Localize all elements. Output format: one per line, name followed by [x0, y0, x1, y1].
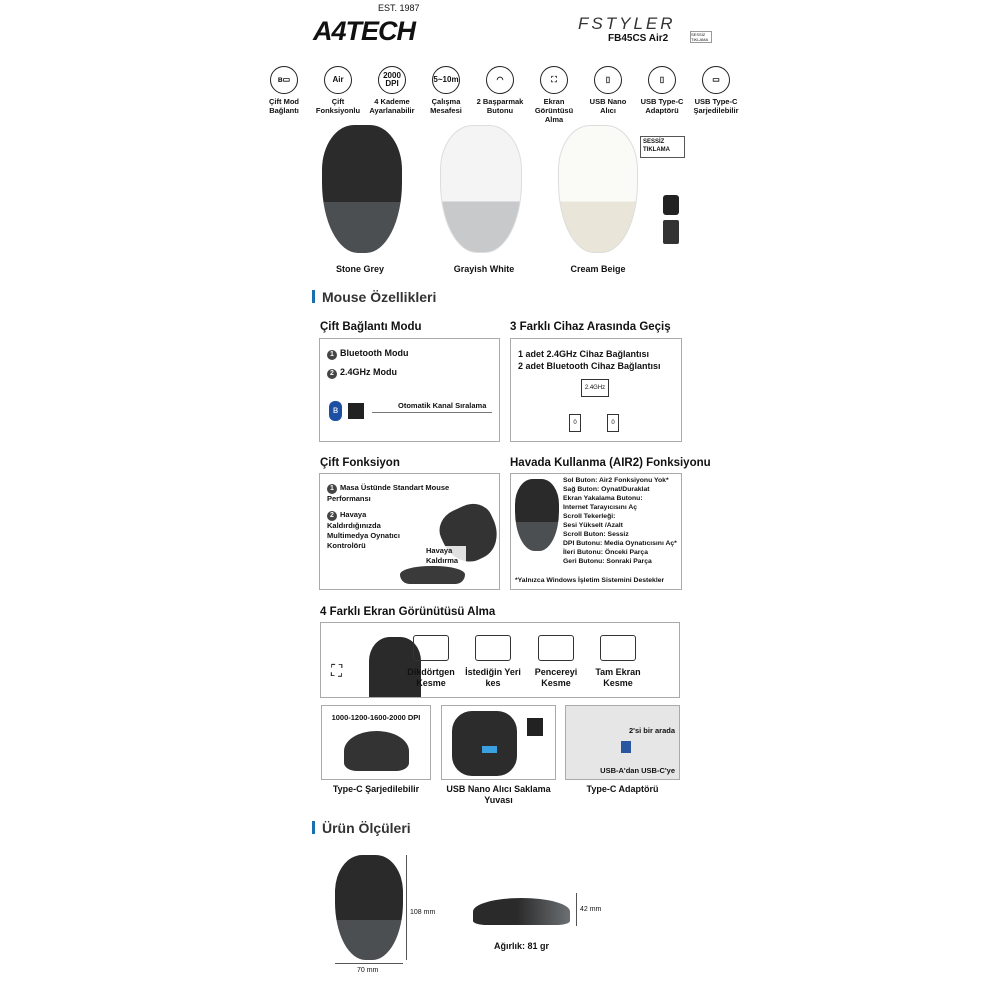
screenshot-mode-label: Pencereyi Kesme — [534, 667, 578, 688]
function-item: Havaya Kaldırdığınızda Multimedya Oynatıcı Kontrolörü — [327, 510, 400, 550]
bluetooth-dongle-icon: ʙ▭ — [270, 66, 298, 94]
air-function-line: Internet Tarayıcısını Aç — [563, 503, 638, 511]
rectangle-crop-icon — [413, 635, 449, 661]
signal-wave-icon — [372, 412, 492, 413]
mouse-dimension-top-image — [335, 855, 403, 960]
section-title: Mouse Özellikleri — [312, 289, 436, 305]
est-label: EST. 1987 — [378, 3, 420, 13]
nano-receiver-image — [663, 220, 679, 244]
freeform-crop-icon — [475, 635, 511, 661]
color-label: Cream Beige — [570, 264, 626, 274]
feature-label: Ekran Görüntüsü Alma — [534, 97, 574, 124]
extra-caption: Type-C Adaptörü — [586, 784, 659, 794]
usb-c-adapter-image — [663, 195, 679, 215]
extra-caption: Type-C Şarjedilebilir — [332, 784, 420, 794]
phone-icon: 0 — [607, 414, 619, 432]
screenshot-icon: ⛶ — [331, 663, 343, 680]
screenshot-mode-label: İstediğin Yeri kes — [465, 667, 521, 688]
window-crop-icon — [538, 635, 574, 661]
air-function-box — [510, 473, 682, 590]
dpi-levels: 1000-1200-1600-2000 DPI — [331, 713, 421, 722]
a4tech-logo: A4TECH — [313, 16, 416, 46]
dual-mode-title: Çift Bağlantı Modu — [320, 321, 422, 333]
air-label: Havaya Kaldırma — [426, 546, 466, 566]
screenshot-icon: ⛶ — [540, 66, 568, 94]
switch-line: 1 adet 2.4GHz Cihaz Bağlantısı — [518, 349, 650, 359]
mouse-stone-grey-image — [322, 125, 402, 253]
screenshot-mode-label: Tam Ekran Kesme — [595, 667, 641, 688]
screenshot-box — [320, 622, 680, 698]
width-label: 70 mm — [357, 967, 379, 974]
silent-click-badge: SESSİZ TIKLAMA — [640, 136, 685, 158]
nano-receiver-image — [527, 718, 543, 736]
charging-box — [321, 705, 431, 780]
air-function-line: DPI Butonu: Media Oynatıcısını Aç* — [563, 539, 677, 547]
usb-c-adapter-icon: ▯ — [648, 66, 676, 94]
receiver-icon — [348, 403, 364, 419]
silent-badge-small: SESSİZ TIKLAMA — [690, 31, 712, 43]
extra-caption: USB Nano Alıcı Saklama Yuvası — [446, 784, 551, 805]
usb-c-port-icon: ▭ — [702, 66, 730, 94]
usb-nano-icon: ▯ — [594, 66, 622, 94]
slot-indicator — [482, 746, 497, 753]
feature-label: Çift Mod Bağlantı — [269, 97, 299, 115]
air-function-title: Havada Kullanma (AIR2) Fonksiyonu — [510, 457, 711, 469]
mouse-dimension-side-image — [473, 898, 570, 925]
screenshot-mode-label: Dikdörtgen Kesme — [407, 667, 455, 688]
function-item: Masa Üstünde Standart Mouse Performansı — [327, 483, 450, 503]
mouse-grayish-white-image — [440, 125, 522, 253]
adapter-image — [621, 741, 631, 753]
length-line — [406, 855, 407, 960]
air-function-line: Sol Buton: Air2 Fonksiyonu Yok* — [563, 477, 669, 484]
dual-function-title: Çift Fonksiyon — [320, 457, 400, 469]
two-in-one-label: 2'si bir arada — [629, 726, 675, 735]
air-function-line: Scroll Tekerleği: — [563, 512, 616, 520]
air-function-line: Sağ Buton: Oynat/Duraklat — [563, 485, 650, 493]
feature-label: Çift Fonksiyonlu — [315, 97, 361, 115]
height-line — [576, 893, 577, 926]
air-function-line: Scroll Buton: Sessiz — [563, 530, 629, 538]
air-hand-icon: Air — [324, 66, 352, 94]
desk-mouse-image — [400, 566, 465, 584]
feature-label: 2 Başparmak Butonu — [476, 97, 524, 115]
air-function-line: Sesi Yükselt /Azalt — [563, 521, 623, 529]
device-switch-title: 3 Farklı Cihaz Arasında Geçiş — [510, 321, 671, 333]
usb-a-to-c-label: USB-A'dan USB-C'ye — [600, 766, 675, 775]
mouse-top-image — [515, 479, 559, 551]
feature-label: USB Type-C Adaptörü — [640, 97, 684, 115]
dual-mode-box: 1 Bluetooth Modu 2 2.4GHz Modu ʙ Otomatik Kanal Sıralama — [319, 338, 500, 442]
air-function-line: Ekran Yakalama Butonu: — [563, 494, 643, 502]
dpi-icon: 2000 DPI — [378, 66, 406, 94]
air-function-line: İleri Butonu: Önceki Parça — [563, 548, 648, 556]
thumb-button-icon: ◠ — [486, 66, 514, 94]
bluetooth-icon: ʙ — [329, 401, 342, 421]
mouse-bottom-image — [452, 711, 517, 776]
windows-note: *Yalnızca Windows İşletim Sistemini Destekler — [515, 577, 665, 584]
model-name: FB45CS Air2 — [608, 33, 669, 44]
wifi-range-icon: 5~10m — [432, 66, 460, 94]
fstyler-logo: FSTYLER — [578, 14, 676, 33]
color-label: Grayish White — [453, 264, 515, 274]
adapter-box — [565, 705, 680, 780]
width-line — [335, 963, 403, 964]
feature-label: 4 Kademe Ayarlanabilir — [369, 97, 415, 115]
tablet-icon: 0 — [569, 414, 581, 432]
air-function-line: Geri Butonu: Sonraki Parça — [563, 557, 652, 565]
feature-label: USB Nano Alıcı — [589, 97, 627, 115]
fullscreen-crop-icon — [600, 635, 636, 661]
mode-item: Bluetooth Modu — [340, 348, 409, 358]
length-label: 108 mm — [410, 909, 436, 916]
mouse-side-image — [344, 731, 409, 771]
dual-function-box: 1 Masa Üstünde Standart Mouse Performansı 2 Havaya Kaldırdığınızda Multimedya Oynatıcı Kontrolörü Havaya Kaldırma — [319, 473, 500, 590]
mode-item: 2.4GHz Modu — [340, 367, 398, 377]
switch-line: 2 adet Bluetooth Cihaz Bağlantısı — [518, 361, 661, 371]
mouse-cream-beige-image — [558, 125, 638, 253]
auto-channel-caption: Otomatik Kanal Sıralama — [398, 401, 487, 410]
receiver-storage-box — [441, 705, 556, 780]
screenshot-title: 4 Farklı Ekran Görünütüsü Alma — [320, 606, 496, 618]
height-label: 42 mm — [580, 906, 602, 913]
color-label: Stone Grey — [335, 264, 384, 274]
feature-label: Çalışma Mesafesi — [430, 97, 462, 115]
feature-label: USB Type-C Şarjedilebilir — [693, 97, 739, 115]
weight-label: Ağırlık: 81 gr — [494, 941, 550, 951]
device-switch-box — [510, 338, 682, 442]
monitor-icon: 2.4GHz — [581, 379, 609, 397]
section-title: Ürün Ölçüleri — [312, 820, 411, 836]
